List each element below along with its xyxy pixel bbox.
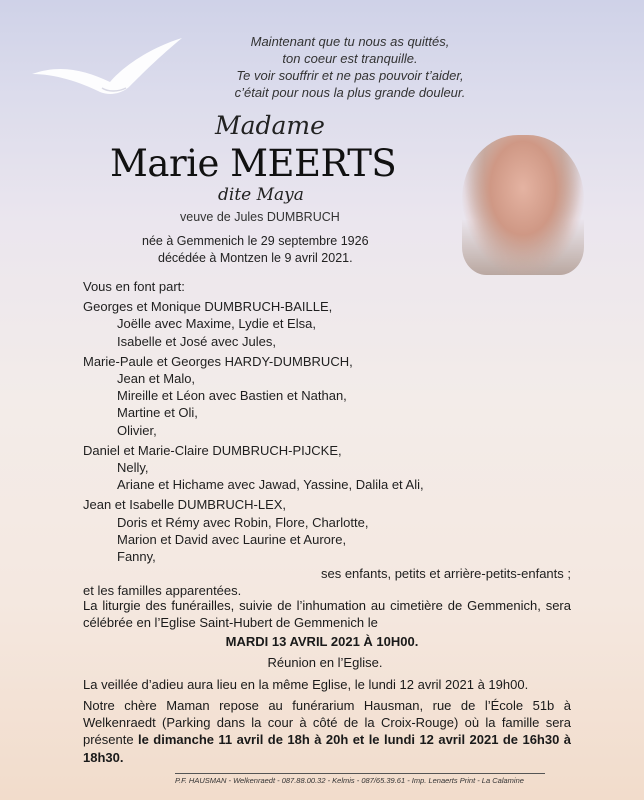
portrait-photo [462,135,584,275]
poem-line: Te voir souffrir et ne pas pouvoir t’aider, [236,68,464,83]
family-member: Martine et Oli, [117,405,198,421]
poem [205,33,495,101]
seagull-icon [30,34,185,104]
family-member: Olivier, [117,422,157,438]
family-member: Doris et Rémy avec Robin, Flore, Charlotte, [117,514,369,530]
poem-line: c’était pour nous la plus grande douleur. [234,85,466,100]
family-summary: ses enfants, petits et arrière-petits-enfants ; [320,566,571,582]
family-member: Jean et Malo, [117,371,196,387]
family-relatives: et les familles apparentées. [83,583,242,599]
family-member: Fanny, [117,549,156,565]
widow-of: veuve de Jules DUMBRUCH [180,210,340,224]
family-head: Daniel et Marie-Claire DUMBRUCH-PIJCKE, [83,442,342,458]
family-head: Marie-Paule et Georges HARDY-DUMBRUCH, [83,353,353,369]
title-madame: Madame [215,111,325,140]
family-head: Jean et Isabelle DUMBRUCH-LEX, [83,497,287,513]
visiting-hours: le dimanche 11 avril de 18h à 20h et le lundi 12 avril 2021 de 16h30 à 18h30. [83,732,571,765]
poem-line: ton coeur est tranquille. [282,51,418,66]
liturgy-text: La liturgie des funérailles, suivie de l’inhumation au cimetière de Gemmenich, sera célébrée en l’Eglise Saint-Hubert de Gemmenich le [83,598,571,630]
deceased-name: Marie MEERTS [110,142,397,185]
meeting-place: Réunion en l’Eglise. [267,655,383,670]
family-member: Nelly, [117,460,149,476]
nickname: dite Maya [218,185,304,205]
family-member: Marion et David avec Laurine et Aurore, [117,531,347,547]
funeral-date: MARDI 13 AVRIL 2021 À 10H00. [225,634,419,649]
family-member: Joëlle avec Maxime, Lydie et Elsa, [117,316,316,332]
poem-line: Maintenant que tu nous as quittés, [250,34,450,49]
death-info: décédée à Montzen le 9 avril 2021. [158,251,353,265]
footer-credits: P.F. HAUSMAN - Welkenraedt - 087.88.00.32 - Kelmis - 087/65.39.61 - Imp. Lenaerts Print - La Calamine [175,773,545,785]
rest-text: Notre chère Maman repose au funérarium Hausman, rue de l’École 51b à Welkenraedt (Parking dans la cour à côté de la Croix-Rouge) où la famille sera présente [83,698,571,748]
family-member: Mireille et Léon avec Bastien et Nathan, [117,388,347,404]
family-list [83,278,573,600]
family-intro: Vous en font part: [83,279,185,294]
vigil-text: La veillée d’adieu aura lieu en la même Eglise, le lundi 12 avril 2021 à 19h00. [83,677,529,692]
rest-info [83,697,571,766]
family-member: Isabelle et José avec Jules, [117,333,276,349]
family-head: Georges et Monique DUMBRUCH-BAILLE, [83,299,333,315]
birth-info: née à Gemmenich le 29 septembre 1926 [142,234,369,248]
family-member: Ariane et Hichame avec Jawad, Yassine, Dalila et Ali, [117,477,424,493]
